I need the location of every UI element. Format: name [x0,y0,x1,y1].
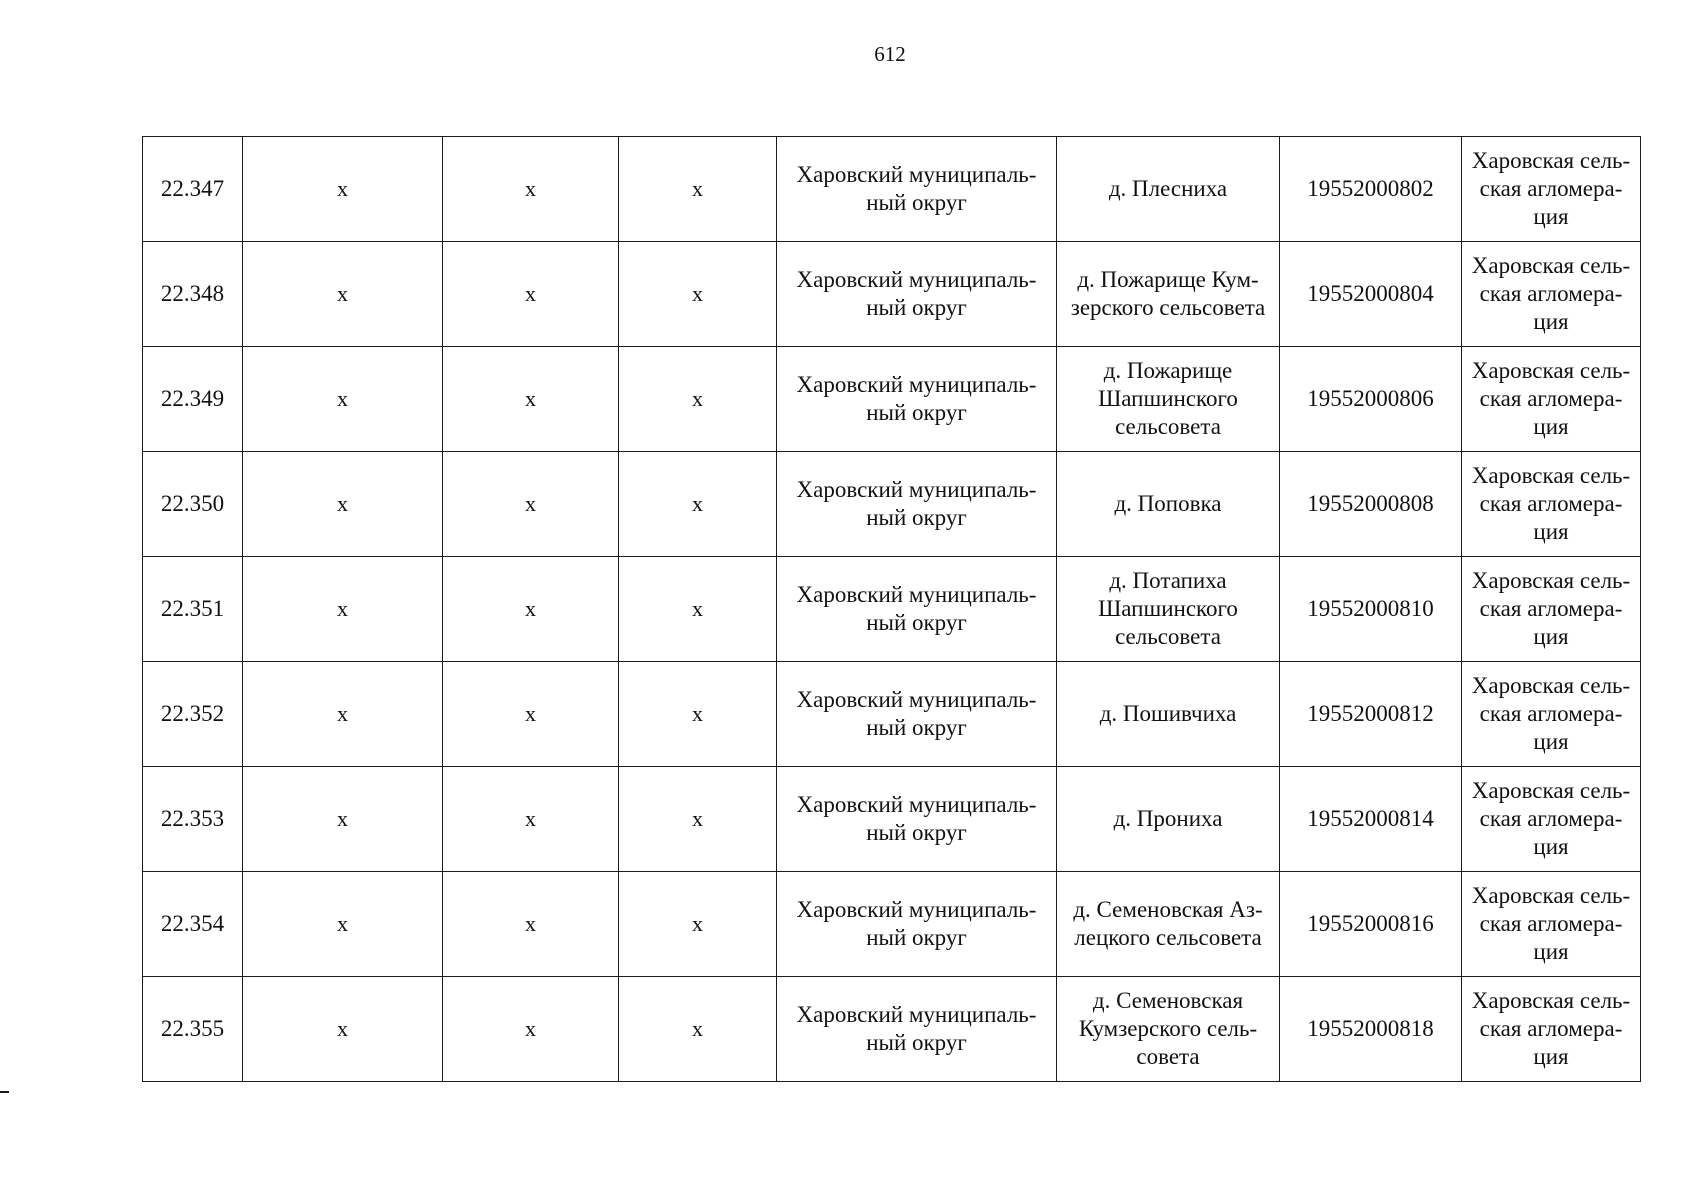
row-number-cell: 22.353 [143,767,243,872]
mark-cell: х [243,347,443,452]
row-number-cell: 22.351 [143,557,243,662]
mark-cell: х [443,242,619,347]
settlement-text: д. Семеновская Кумзерского сель- совета [1078,988,1258,1069]
settlement-text: д. Семеновская Аз- лецкого сельсовета [1073,897,1263,950]
margin-dash-mark [0,1091,9,1093]
row-number-cell: 22.349 [143,347,243,452]
agglomeration-text: Харовская сель- ская агломера- ция [1471,148,1631,229]
district-text: Харовский муниципаль- ный округ [796,372,1037,425]
mark-cell: х [443,977,619,1082]
district-text: Харовский муниципаль- ный округ [796,687,1037,740]
district-cell [777,767,1057,872]
mark-cell: х [619,137,777,242]
agglomeration-cell [1462,137,1641,242]
table-row [143,347,1641,452]
district-text: Харовский муниципаль- ный округ [796,897,1037,950]
agglomeration-cell [1462,242,1641,347]
district-text: Харовский муниципаль- ный округ [796,477,1037,530]
agglomeration-text: Харовская сель- ская агломера- ция [1471,778,1631,859]
mark-cell: х [243,452,443,557]
district-cell [777,977,1057,1082]
oktmo-code-cell: 19552000818 [1280,977,1462,1082]
district-text: Харовский муниципаль- ный округ [796,267,1037,320]
agglomeration-text: Харовская сель- ская агломера- ция [1471,883,1631,964]
mark-cell: х [619,452,777,557]
settlement-text: д. Пошивчиха [1099,701,1237,726]
oktmo-code-cell: 19552000802 [1280,137,1462,242]
table-row [143,137,1641,242]
district-text: Харовский муниципаль- ный округ [796,582,1037,635]
agglomeration-cell [1462,662,1641,767]
mark-cell: х [243,767,443,872]
district-cell [777,557,1057,662]
settlement-text: д. Пожарище Шапшинского сельсовета [1098,358,1238,439]
settlement-cell [1057,137,1280,242]
page-number: 612 [874,42,906,66]
table-row [143,662,1641,767]
settlement-cell [1057,452,1280,557]
row-number-cell: 22.347 [143,137,243,242]
settlement-text: д. Поповка [1114,491,1222,516]
row-number-cell: 22.348 [143,242,243,347]
agglomeration-cell [1462,872,1641,977]
agglomeration-cell [1462,767,1641,872]
table-row [143,872,1641,977]
district-cell [777,452,1057,557]
settlement-cell [1057,242,1280,347]
settlement-cell [1057,767,1280,872]
mark-cell: х [619,242,777,347]
mark-cell: х [243,557,443,662]
oktmo-code-cell: 19552000816 [1280,872,1462,977]
table-row [143,452,1641,557]
mark-cell: х [243,242,443,347]
agglomeration-text: Харовская сель- ская агломера- ция [1471,673,1631,754]
table-row [143,977,1641,1082]
oktmo-code-cell: 19552000810 [1280,557,1462,662]
agglomeration-text: Харовская сель- ская агломера- ция [1471,988,1631,1069]
settlements-table [142,136,1641,1082]
district-text: Харовский муниципаль- ный округ [796,1002,1037,1055]
row-number-cell: 22.354 [143,872,243,977]
agglomeration-text: Харовская сель- ская агломера- ция [1471,253,1631,334]
district-text: Харовский муниципаль- ный округ [796,162,1037,215]
mark-cell: х [443,872,619,977]
settlement-cell [1057,662,1280,767]
settlement-text: д. Плесниха [1108,176,1228,201]
agglomeration-cell [1462,347,1641,452]
mark-cell: х [443,557,619,662]
table-row [143,557,1641,662]
mark-cell: х [243,662,443,767]
oktmo-code-cell: 19552000814 [1280,767,1462,872]
oktmo-code-cell: 19552000812 [1280,662,1462,767]
agglomeration-text: Харовская сель- ская агломера- ция [1471,358,1631,439]
oktmo-code-cell: 19552000808 [1280,452,1462,557]
row-number-cell: 22.352 [143,662,243,767]
mark-cell: х [619,872,777,977]
settlement-text: д. Прониха [1113,806,1223,831]
settlement-text: д. Потапиха Шапшинского сельсовета [1098,568,1238,649]
mark-cell: х [619,557,777,662]
agglomeration-cell [1462,452,1641,557]
mark-cell: х [443,662,619,767]
district-cell [777,137,1057,242]
agglomeration-cell [1462,557,1641,662]
mark-cell: х [243,872,443,977]
mark-cell: х [443,767,619,872]
row-number-cell: 22.355 [143,977,243,1082]
settlement-cell [1057,347,1280,452]
district-cell [777,347,1057,452]
table-row [143,242,1641,347]
agglomeration-text: Харовская сель- ская агломера- ция [1471,568,1631,649]
settlement-text: д. Пожарище Кум- зерского сельсовета [1070,267,1266,320]
mark-cell: х [619,767,777,872]
settlement-cell [1057,557,1280,662]
mark-cell: х [443,137,619,242]
agglomeration-text: Харовская сель- ская агломера- ция [1471,463,1631,544]
district-cell [777,662,1057,767]
settlement-cell [1057,872,1280,977]
mark-cell: х [243,137,443,242]
mark-cell: х [443,452,619,557]
row-number-cell: 22.350 [143,452,243,557]
table-body [143,137,1641,1082]
settlement-cell [1057,977,1280,1082]
district-text: Харовский муниципаль- ный округ [796,792,1037,845]
district-cell [777,242,1057,347]
oktmo-code-cell: 19552000804 [1280,242,1462,347]
agglomeration-cell [1462,977,1641,1082]
mark-cell: х [619,977,777,1082]
table-row [143,767,1641,872]
mark-cell: х [619,662,777,767]
mark-cell: х [243,977,443,1082]
mark-cell: х [443,347,619,452]
oktmo-code-cell: 19552000806 [1280,347,1462,452]
district-cell [777,872,1057,977]
mark-cell: х [619,347,777,452]
